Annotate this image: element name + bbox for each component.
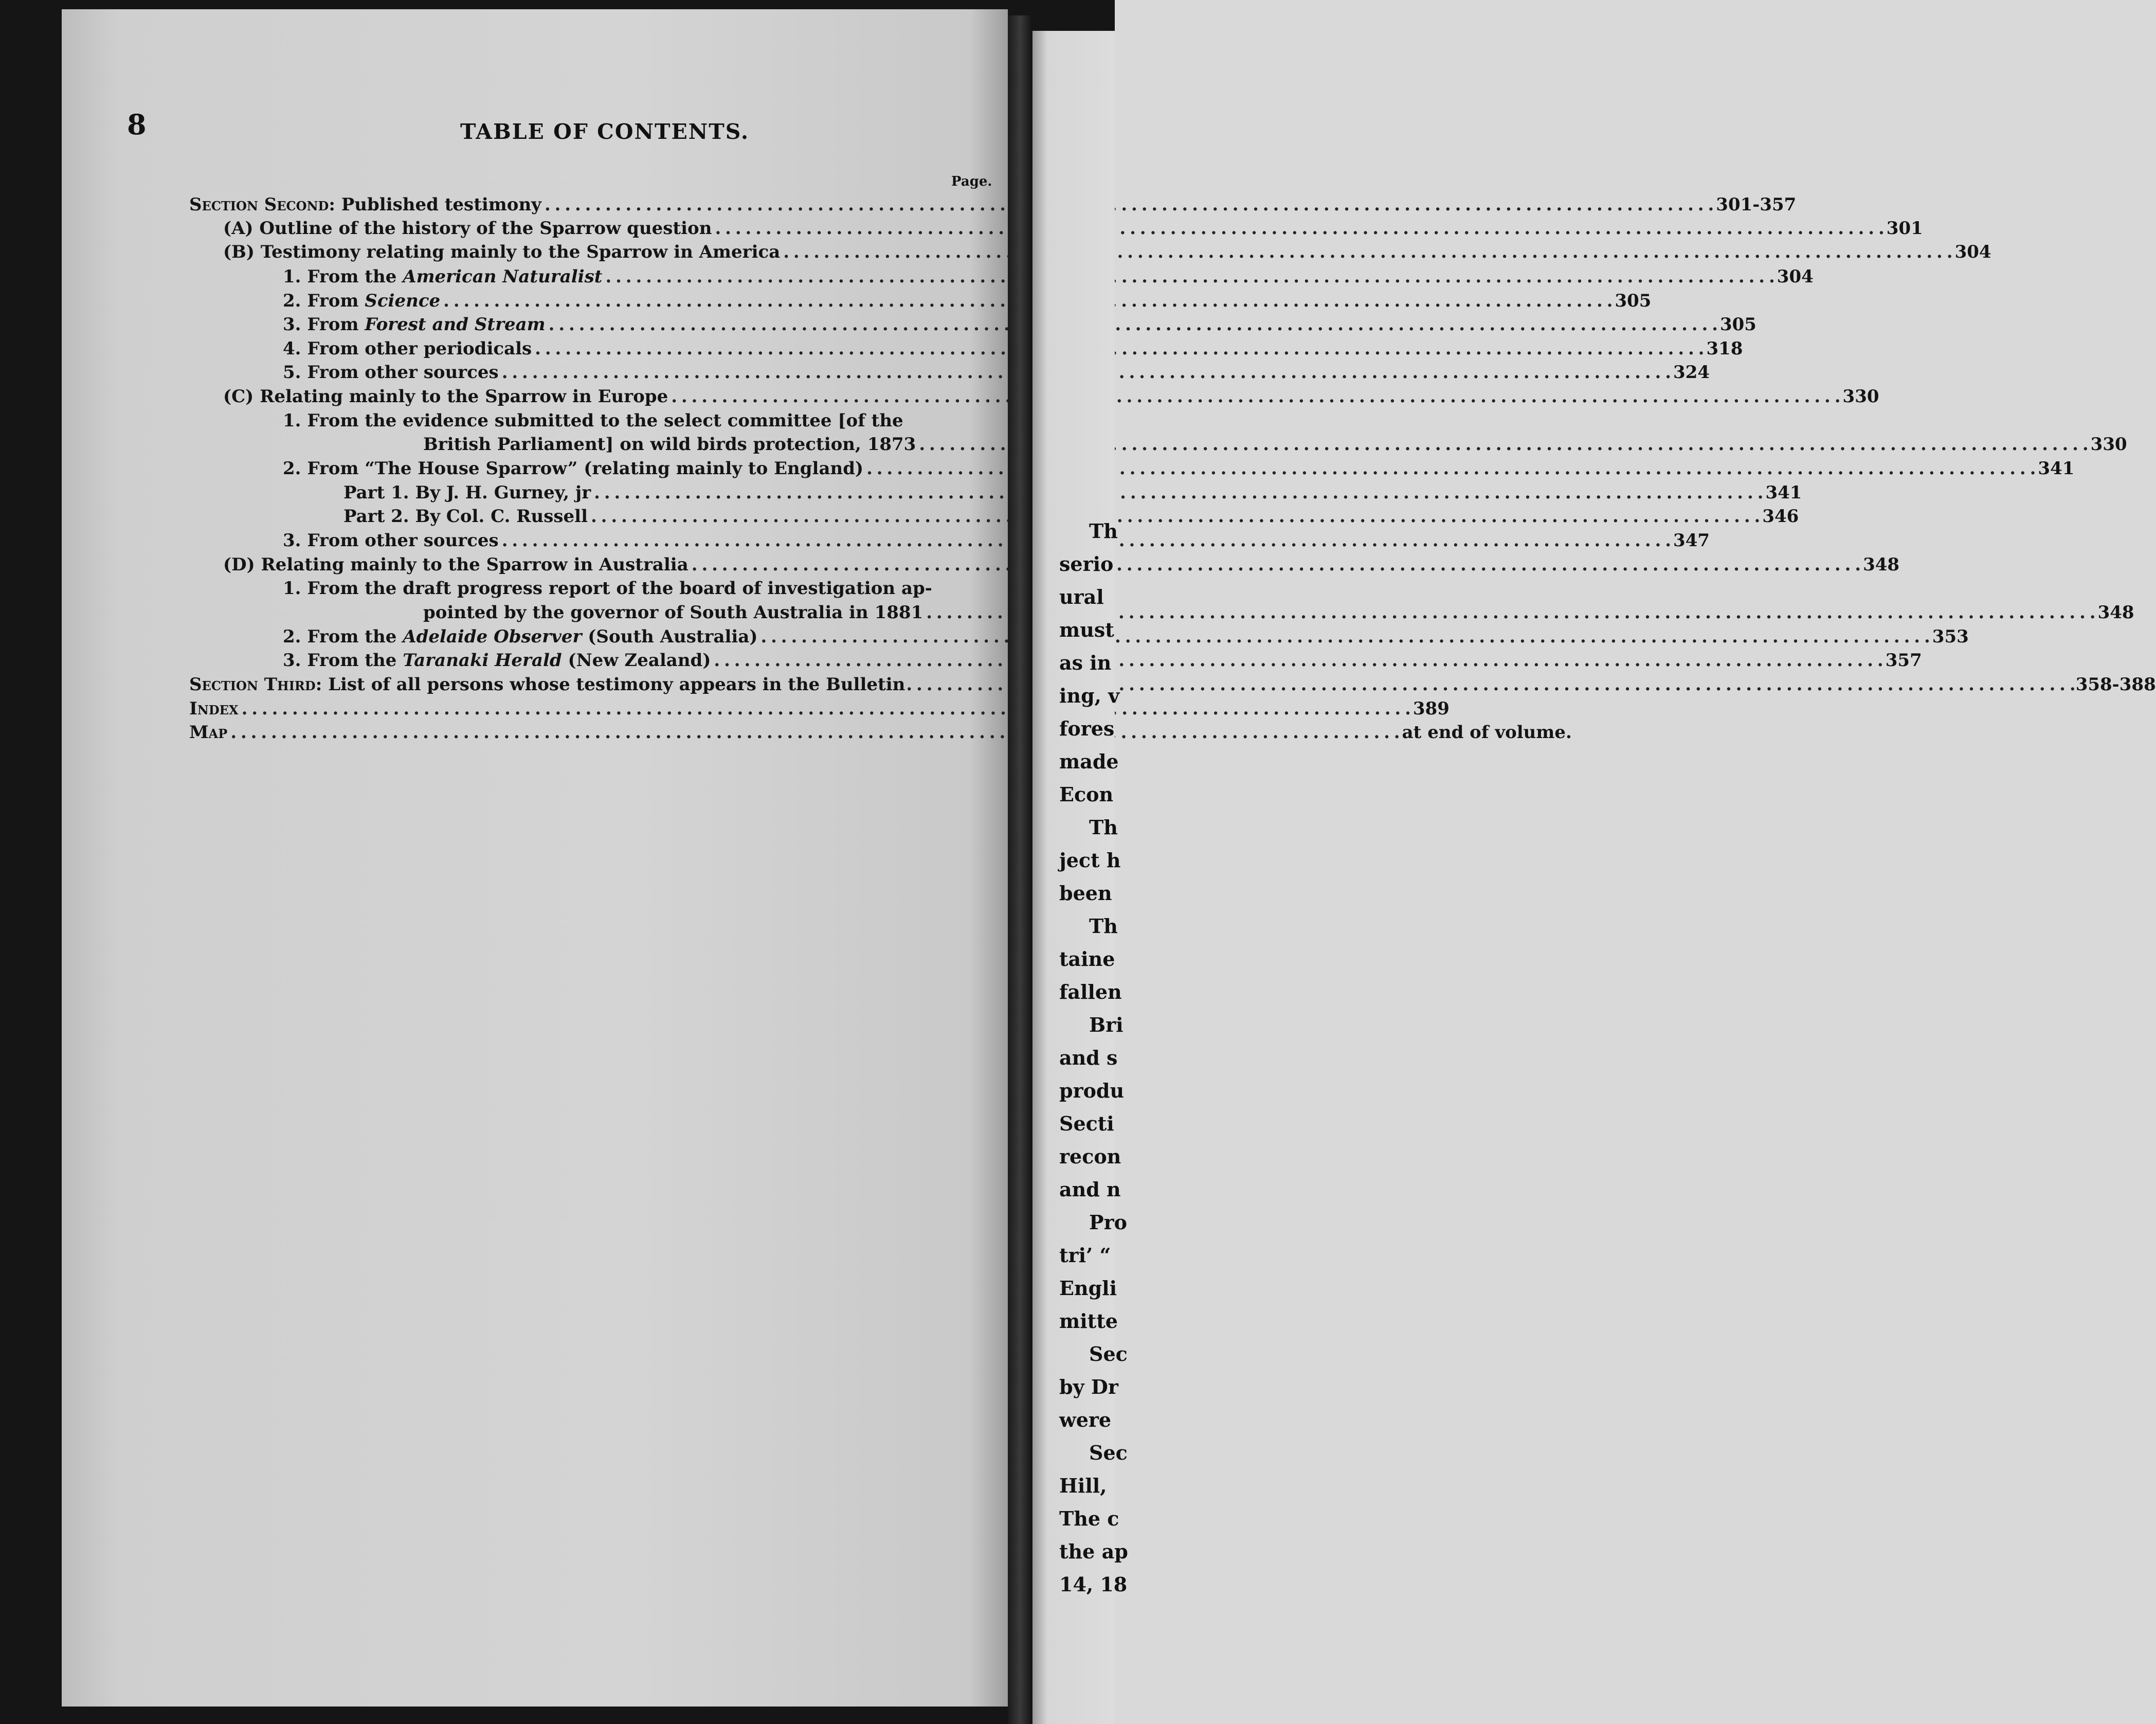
toc-entry	[423, 431, 2127, 455]
toc-entry	[283, 335, 1743, 359]
toc-entry-page: 358-388	[2075, 674, 2156, 695]
book-gutter	[1008, 15, 1032, 1724]
toc-leader-dots	[671, 386, 1839, 407]
toc-leader-dots	[591, 506, 1759, 527]
right-page-line: recon	[1059, 1145, 1121, 1168]
toc-entry	[283, 288, 1652, 311]
toc-entry-prefix: (B)	[223, 242, 255, 262]
toc-leader-dots	[594, 482, 1762, 503]
toc-entry	[283, 263, 1814, 287]
toc-entry-italic: Taranaki Herald	[403, 650, 562, 671]
toc-entry	[223, 239, 1991, 262]
right-page-line: ject h	[1059, 849, 1121, 872]
toc-entry-text: Relating mainly to the Sparrow in Australia	[261, 554, 689, 575]
toc-entry-text: Testimony relating mainly to the Sparrow in America	[260, 242, 781, 262]
toc-entry-text: From other periodicals	[307, 338, 532, 359]
toc-entry	[223, 383, 1879, 407]
toc-entry-prefix: 3.	[283, 530, 301, 551]
toc-leader-dots	[549, 314, 1717, 335]
toc-entry-page: 330	[2090, 434, 2127, 455]
toc-entry	[283, 527, 1710, 551]
toc-entry-text: From other sources	[307, 530, 499, 551]
right-page-line: Engli	[1059, 1277, 1117, 1300]
right-page-line: Sec	[1089, 1441, 1128, 1464]
toc-entry-italic: Forest and Stream	[365, 314, 546, 335]
right-page-line: fores	[1059, 717, 1115, 740]
toc-entry-text: From the evidence submitted to the select committee [of the	[307, 410, 903, 431]
toc-leader-dots	[783, 242, 1951, 262]
right-page-line: Bri	[1089, 1013, 1124, 1036]
toc-entry-prefix: (C)	[223, 386, 254, 407]
toc-entry-page: 301	[1886, 218, 1923, 239]
toc-entry	[189, 671, 2156, 695]
page-number: 8	[127, 108, 147, 141]
toc-entry-text: From “The House Sparrow” (relating mainly to England)	[307, 458, 864, 479]
toc-entry-text: Part 2. By Col. C. Russell	[343, 506, 588, 527]
toc-entry-page: 348	[1863, 554, 1900, 575]
toc-entry	[343, 479, 1802, 503]
toc-entry-italic: Adelaide Observer	[403, 626, 582, 647]
right-page-line: Th	[1089, 816, 1118, 839]
toc-entry-heading: Section Third	[189, 674, 316, 695]
toc-entry-heading: Index	[189, 698, 239, 719]
right-page-line: Secti	[1059, 1112, 1114, 1135]
toc-leader-dots	[714, 650, 1882, 671]
right-page-line: the ap	[1059, 1540, 1128, 1563]
right-page-line: and n	[1059, 1178, 1121, 1201]
right-page-line: serio	[1059, 552, 1114, 576]
toc-leader-dots	[605, 266, 1773, 287]
toc-entry-prefix: 1.	[283, 578, 301, 599]
toc-entry-page: 324	[1673, 362, 1710, 383]
toc-entry-page: at end of volume.	[1402, 722, 1572, 743]
toc-entry-page: 304	[1777, 266, 1814, 287]
right-page-line: been	[1059, 882, 1112, 905]
right-page-line: Th	[1089, 519, 1118, 543]
right-page-line: must	[1059, 618, 1114, 641]
toc-entry-prefix: 2.	[283, 291, 301, 311]
toc-entry	[283, 359, 1710, 383]
toc-entry-page: 341	[1765, 482, 1802, 503]
toc-entry-text: From	[307, 314, 365, 335]
right-page-line: as in	[1059, 651, 1112, 674]
right-page-line: ural	[1059, 585, 1104, 608]
running-title: TABLE OF CONTENTS.	[460, 119, 750, 144]
right-page-line: Pro	[1089, 1211, 1127, 1234]
toc-entry-prefix: (A)	[223, 218, 253, 239]
toc-entry-page: 389	[1412, 698, 1450, 719]
toc-leader-dots	[242, 698, 1410, 719]
right-page-line: Hill,	[1059, 1474, 1107, 1497]
toc-entry-prefix: 2.	[283, 458, 301, 479]
toc-entry-text: From other sources	[307, 362, 499, 383]
right-page-line: Sec	[1089, 1342, 1128, 1366]
toc-entry-text: From	[307, 291, 365, 311]
right-page-line: and s	[1059, 1046, 1118, 1069]
toc-entry-prefix: 5.	[283, 362, 301, 383]
toc-entry	[283, 455, 2075, 479]
toc-leader-dots	[230, 722, 1399, 743]
toc-entry-text: : List of all persons whose testimony appears in the Bulletin	[315, 674, 905, 695]
toc-entry-text: From the	[307, 626, 403, 647]
toc-entry-page: 353	[1932, 626, 1969, 647]
toc-entry-page: 301-357	[1716, 194, 1797, 215]
right-page-line: were	[1059, 1408, 1112, 1431]
right-page-line: by Dr	[1059, 1375, 1118, 1398]
toc-entry-page: 305	[1615, 291, 1652, 311]
toc-entry-prefix: 2.	[283, 626, 301, 647]
right-page-line: Th	[1089, 914, 1118, 938]
toc-entry	[343, 503, 1799, 527]
toc-leader-dots	[715, 218, 1883, 239]
page-column-label: Page.	[951, 174, 992, 189]
toc-entry-prefix: 1.	[283, 410, 301, 431]
toc-entry-text: British Parliament] on wild birds protection, 1873	[423, 434, 916, 455]
toc-entry-text: pointed by the governor of South Australia in 1881	[423, 602, 923, 623]
toc-entry-page: 318	[1706, 338, 1743, 359]
toc-entry-text: Relating mainly to the Sparrow in Europe	[260, 386, 668, 407]
toc-entry-prefix: (D)	[223, 554, 255, 575]
toc-entry-page: 347	[1673, 530, 1710, 551]
right-page-line: ing, v	[1059, 684, 1120, 707]
toc-entry-suffix: (New Zealand)	[561, 650, 711, 671]
toc-entry-page: 348	[2097, 602, 2134, 623]
toc-entry-page: 305	[1719, 314, 1756, 335]
toc-leader-dots	[545, 194, 1713, 215]
right-page-line: made	[1059, 750, 1119, 773]
right-page-line: Econ	[1059, 783, 1114, 806]
toc-entry-text: From the draft progress report of the board of investigation ap-	[307, 578, 932, 599]
toc-entry	[189, 191, 1797, 215]
toc-entry-text: : Published testimony	[329, 194, 541, 215]
toc-entry-heading: Section Second	[189, 194, 329, 215]
right-page-line: fallen	[1059, 980, 1122, 1003]
right-page-line: mitte	[1059, 1309, 1118, 1333]
toc-entry-text: From the	[307, 650, 403, 671]
toc-entry-text: Part 1. By J. H. Gurney, jr	[343, 482, 591, 503]
toc-leader-dots	[692, 554, 1860, 575]
right-page-line: 14, 18	[1059, 1573, 1128, 1596]
toc-entry-prefix: 4.	[283, 338, 301, 359]
toc-entry-page: 346	[1762, 506, 1799, 527]
toc-entry	[283, 407, 1002, 431]
toc-entry-italic: American Naturalist	[403, 266, 603, 287]
toc-entry	[223, 215, 1923, 239]
toc-entry-page: 341	[2038, 458, 2075, 479]
toc-entry-page: 357	[1885, 650, 1922, 671]
toc-entry	[423, 599, 2134, 623]
toc-entry-page: 330	[1842, 386, 1879, 407]
right-page	[1032, 31, 1128, 1724]
right-page-line: taine	[1059, 947, 1115, 971]
toc-entry-text: From the	[307, 266, 403, 287]
right-page-line: produ	[1059, 1079, 1125, 1102]
toc-entry	[283, 575, 1002, 599]
toc-entry	[283, 311, 1756, 335]
toc-entry-prefix: 3.	[283, 314, 301, 335]
toc-entry-prefix: 1.	[283, 266, 301, 287]
toc-entry-prefix: 3.	[283, 650, 301, 671]
toc-entry-text: Outline of the history of the Sparrow question	[259, 218, 712, 239]
toc-entry-suffix: (South Australia)	[582, 626, 758, 647]
toc-entry-italic: Science	[365, 291, 441, 311]
toc-leader-dots	[535, 338, 1703, 359]
toc-entry-heading: Map	[189, 722, 228, 743]
toc-leader-dots	[760, 626, 1929, 647]
right-page-line: The c	[1059, 1507, 1119, 1530]
right-page-line: tri’ “	[1059, 1244, 1111, 1267]
toc-entry-page: 304	[1954, 242, 1991, 262]
